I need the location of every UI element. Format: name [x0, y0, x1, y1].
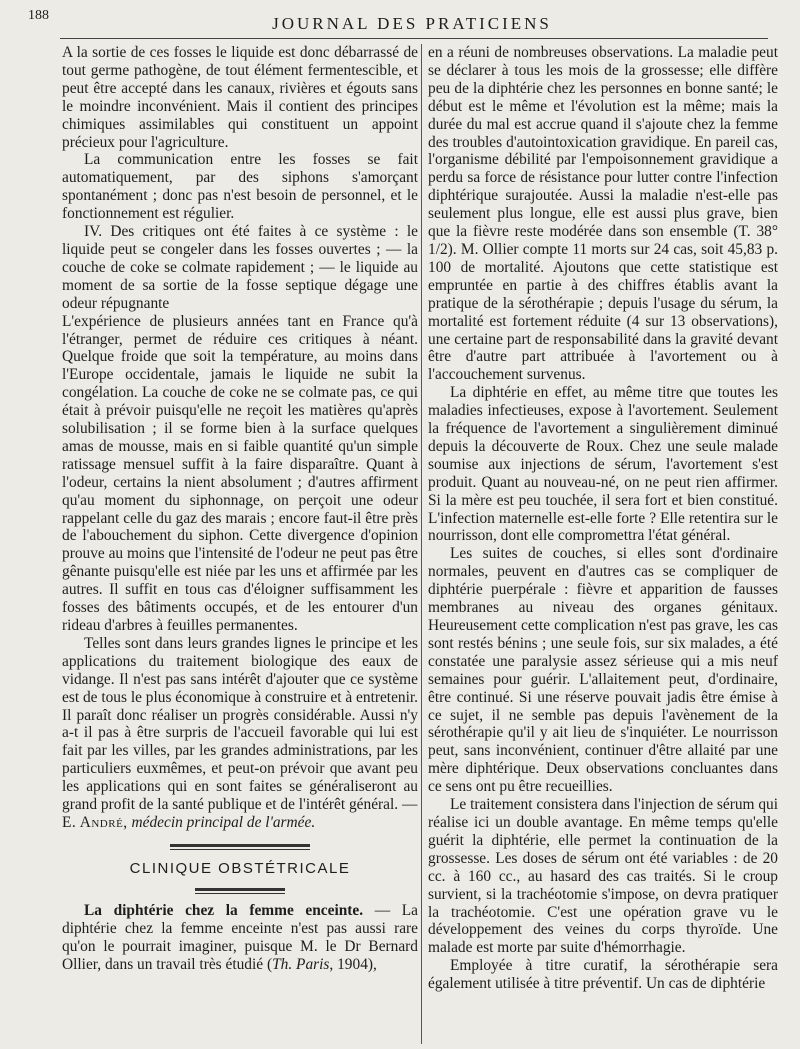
paragraph: en a réuni de nombreuses observations. La maladie peut se déclarer à tous les mois de la grossesse; elle diffère peu de la diphtérie chez les personnes en bonne santé; le début est le même et l'évolution est la même; mais la durée du mal est accrue quand il s'ajoute chez la femme des troubles d'autointoxication gravidique. En pareil cas, l'organisme débilité par l'empoisonnement gravidique a perdu sa force de résistance pour lutter contre l'infection diphtérique surajoutée. Aussi la maladie n'est-elle pas seulement plus longue, elle est aussi plus grave, bien que la fièvre reste modérée dans son ensemble (T. 38° 1/2). M. Ollier compte 11 morts sur 24 cas, soit 45,83 p. 100 de mortalité. Ajoutons que cette statistique est empruntée en partie à des chiffres établis avant la pratique de la sérothérapie ; depuis l'usage du sérum, la mortalité est fortement réduite (4 sur 13 observations), une certaine part de responsabilité dans la gravité devant être d'autre part attribuée à l'avortement ou à l'accouchement survenus.: [428, 44, 778, 384]
article-lead-end: , 1904),: [329, 955, 377, 973]
section-rule-bottom: [195, 888, 285, 894]
paragraph: La diphtérie en effet, au même titre que toutes les maladies infectieuses, expose à l'avortement. Seulement la fréquence de l'avortement a singulièrement diminué depuis la découverte de Roux. Chez une seule malade soumise aux injections de sérum, l'avortement s'est produit. Quant au nouveau-né, on ne peut rien affirmer. Si la mère est peu touchée, il sera fort et bien constitué. L'infection maternelle est-elle forte ? Elle retentira sur le nourrisson, dont elle compromettra l'état général.: [428, 384, 778, 545]
paragraph: Le traitement consistera dans l'injection de sérum qui réalise ici un double avantage. En même temps qu'elle guérit la diphtérie, elle permet la continuation de la grossesse. Les doses de sérum ont été variables : de 20 cc. à 160 cc., au hasard des cas traités. Si le croup survient, si la trachéotomie s'impose, on devra pratiquer la trachéotomie. C'est une opération grave vu le développement des veines du corps thyroïde. Une malade est morte par suite d'hémorrhagie.: [428, 796, 779, 957]
paragraph: L'expérience de plusieurs années tant en France qu'à l'étranger, permet de réduire ces critiques à néant. Quelque froide que soit la température, au moins dans l'Europe occidentale, jamais le liquide ne subit la congélation. La couche de coke ne se colmate pas, ce qui était à prévoir puisqu'elle ne reçoit les matières qu'après solubilisation ; il se forme bien à la surface quelques amas de mousse, mais en si faible quantité qu'un simple ratissage mensuel suffit à la faire disparaître. Quant à l'odeur, certains la nient absolument ; d'autres affirment qu'au moment du siphonnage, on perçoit une odeur rappelant celle du gaz des marais ; encore faut-il être près de l'abouchement du siphon. Cette divergence d'opinion prouve au moins que l'intensité de l'odeur ne peut pas être gênante puisqu'elle est niée par les uns et affirmée par les autres. Il suffit en tous cas d'éloigner suffisamment les fosses des bâtiments occupés, et de les entourer d'un rideau d'arbres à feuilles permanentes.: [62, 312, 419, 634]
left-column: [62, 44, 418, 973]
author-name: E. André,: [62, 813, 128, 831]
running-title: JOURNAL DES PRATICIENS: [272, 14, 552, 33]
paragraph: IV. Des critiques ont été faites à ce système : le liquide peut se congeler dans les fosses ouvertes ; — la couche de coke se colmate rapidement ; — le liquide au moment de sa sortie de la fosse septique dégage une odeur répugnante: [62, 223, 418, 312]
article-lead-text: — La diphtérie chez la femme enceinte n'est pas aussi rare qu'on le pourrait imaginer, puisque M. le Dr Bernard Ollier, dans un travail très étudié (: [62, 901, 418, 973]
section-rule-top: [170, 844, 310, 850]
article-lead-paragraph: [62, 902, 418, 974]
signature: [62, 814, 418, 832]
paragraph: Les suites de couches, si elles sont d'ordinaire normales, peuvent en d'autres cas se compliquer de diphtérie puerpérale : fièvre et apparition de fausses membranes au niveau des organes génitaux. Heureusement cette complication n'est pas grave, les cas sont restés bénins ; une seule fois, sur six malades, a été constatée une paralysie assez sérieuse qui a mis neuf semaines pour guérir. L'allaitement peut, d'ordinaire, être continué. Si une réserve pouvait jadis être émise à ce sujet, il ne semble pas depuis l'avènement de la sérothérapie qu'il y ait lieu de s'inquiéter. Le nourrisson peut, sans inconvénient, continuer d'être allaité par une mère diphtérique. Deux observations concluantes dans ce sens ont pu être recueillies.: [428, 545, 778, 796]
paragraph: Employée à titre curatif, la sérothérapie sera également utilisée à titre préventif. Un cas de diphtérie: [428, 957, 778, 993]
article-citation: Th. Paris: [272, 955, 330, 973]
paragraph: A la sortie de ces fosses le liquide est donc débarrassé de tout germe pathogène, de tout élément fermentescible, et peut être accepté dans les canaux, rivières et égouts sans le moindre inconvénient. Mais il contient des principes chimiques assimilables qui constituent un appoint précieux pour l'agriculture.: [62, 44, 418, 151]
right-column: [428, 44, 778, 993]
article-title: La diphtérie chez la femme enceinte.: [84, 901, 364, 919]
page-number: 188: [28, 8, 49, 23]
header-rule: [60, 38, 768, 39]
page-header: [60, 8, 764, 38]
author-title: médecin principal de l'armée.: [131, 813, 316, 831]
column-divider: [421, 44, 422, 1044]
paragraph: La communication entre les fosses se fait automatiquement, par des siphons s'amorçant spontanément ; donc pas n'est besoin de personnel, et le fonctionnement est régulier.: [62, 151, 418, 223]
paragraph: Telles sont dans leurs grandes lignes le principe et les applications du traitement biologique des eaux de vidange. Il n'est pas sans intérêt d'ajouter que ce système est de tous le plus économique à construire et à entretenir. Il paraît donc réaliser un progrès considérable. Aussi n'y a-t il pas à être surpris de l'accueil favorable qui lui est fait par les villes, par les grandes administrations, par les particuliers euxmêmes, et peut-on prévoir que avant peu les applications qui en sont faites se généraliseront au grand profit de la santé publique et de l'intérêt général. —: [62, 634, 419, 814]
section-heading: CLINIQUE OBSTÉTRICALE: [129, 859, 351, 877]
